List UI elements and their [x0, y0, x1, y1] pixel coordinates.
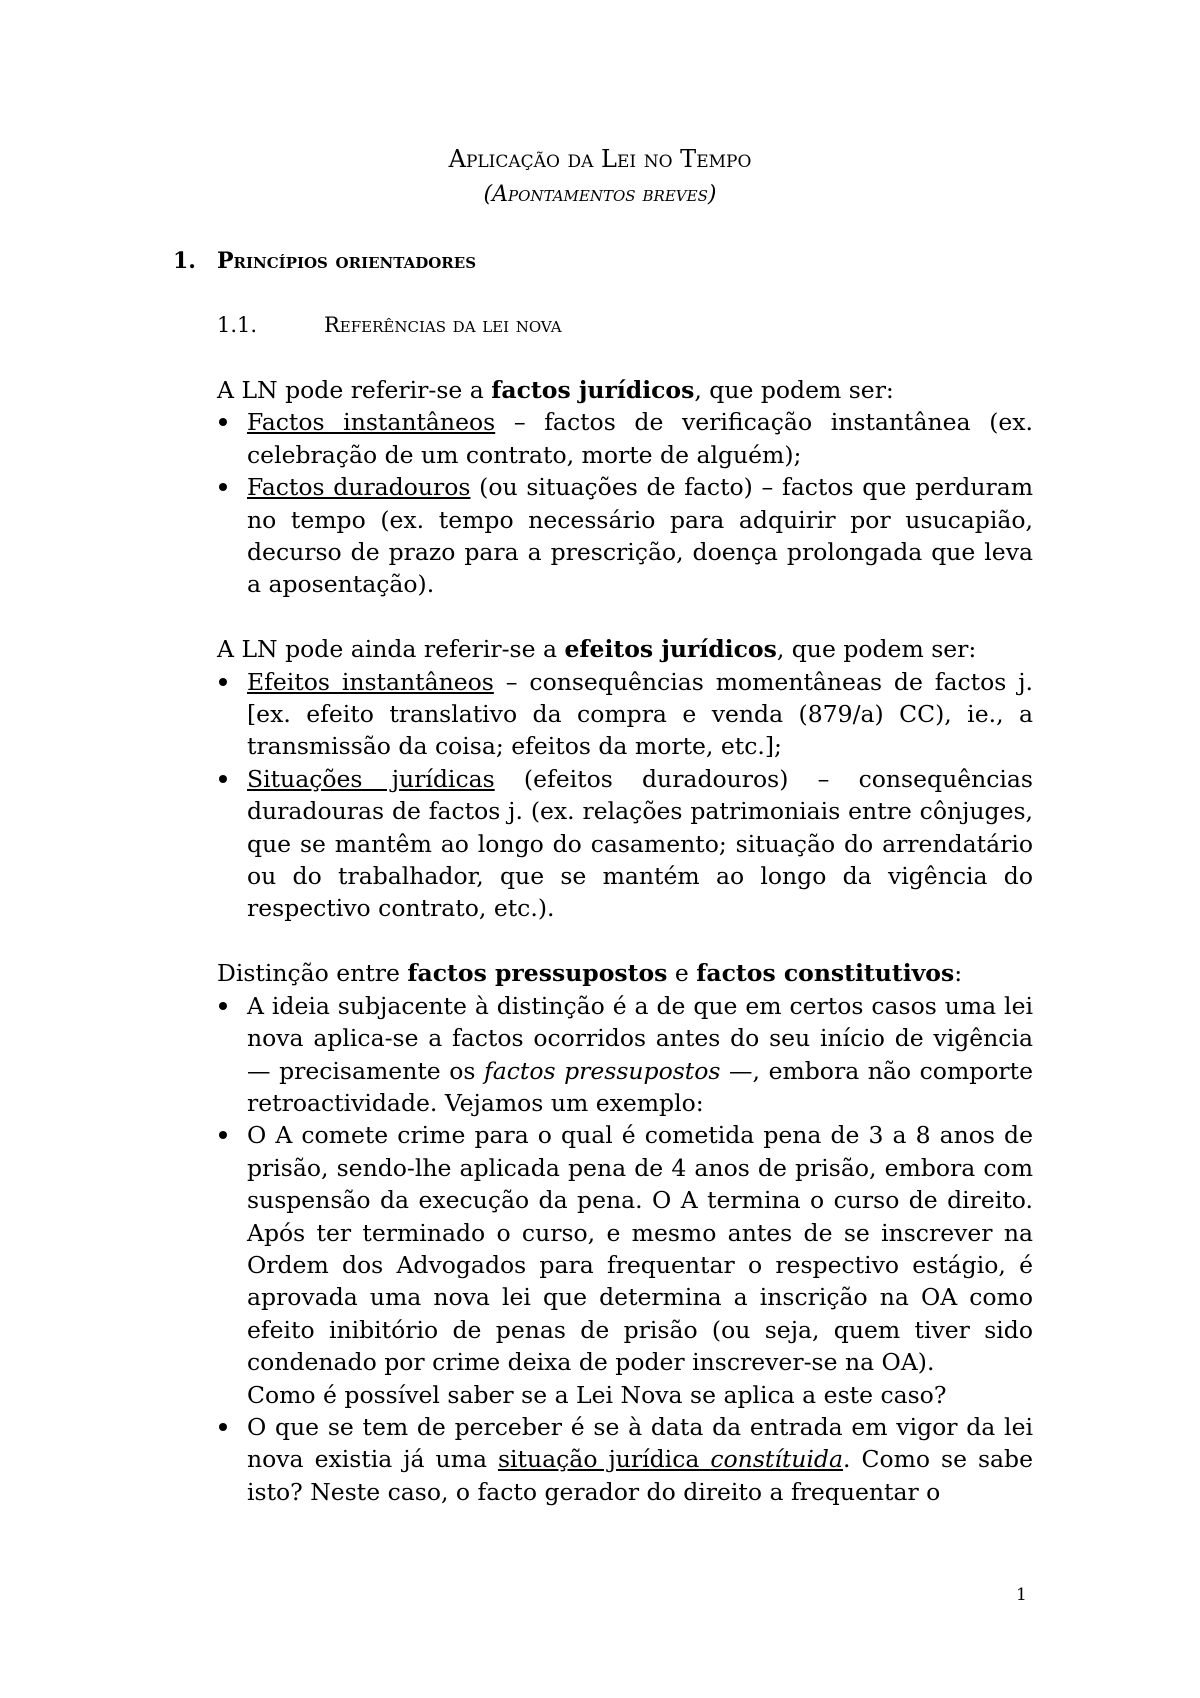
paragraph-factos-lead [217, 374, 1033, 406]
list-item [217, 990, 1033, 1120]
paragraph-distincao-lead [217, 957, 1033, 989]
document-title: Aplicação da Lei no Tempo [448, 145, 752, 173]
list-distincao [217, 990, 1033, 1509]
text-run: A LN pode ainda referir-se a [217, 635, 565, 664]
list-item [217, 471, 1033, 601]
document-body [217, 374, 1033, 1508]
list-item [217, 763, 1033, 925]
text-run: O A comete crime para o qual é cometida pena de 3 a 8 anos de prisão, sendo-lhe aplicada pena de 4 anos de prisão, embora com suspensão da execução da pena. O A termina o curso de direito. Após ter terminado o curso, e mesmo antes de se inscrever na Ordem dos Advogados para frequentar o respectivo estágio, é aprovada uma nova lei que determina a inscrição na OA como efeito inibitório de penas de prisão (ou seja, quem tiver sido condenado por crime deixa de poder inscrever-se na OA). [247, 1121, 1033, 1377]
bold-term: efeitos jurídicos [564, 635, 777, 664]
text-run: —, embora não comporte retroactividade. Vejamos um exemplo: [247, 1056, 1033, 1117]
subsection-number: 1.1. [217, 313, 258, 337]
list-efeitos [217, 666, 1033, 925]
text-run: (efeitos duradouros) – consequências duradouras de factos j. (ex. relações patrimoniais entre cônjuges, que se mantêm ao longo do casamento; situação do arrendatário ou do trabalhador, que se mantém ao longo da vigência do respectivo contrato, etc.). [247, 764, 1033, 923]
bold-term: factos jurídicos [491, 376, 695, 404]
text-run: (ou situações de facto) – factos que perduram no tempo (ex. tempo necessário para adquirir por usucapião, decurso de prazo para a prescrição, doença prolongada que leva a aposentação). [247, 473, 1033, 599]
list-item [217, 406, 1033, 471]
text-run: O que se tem de perceber é se à data da entrada em vigor da lei nova existia já uma [247, 1412, 1033, 1474]
italic-term: factos pressupostos [484, 1056, 721, 1085]
underlined-italic-term: constítuida [710, 1445, 843, 1474]
page-number: 1 [1016, 1585, 1027, 1605]
underlined-term: Factos instantâneos [247, 408, 496, 437]
subsection-heading [217, 310, 562, 340]
text-run: : [954, 959, 963, 988]
text-run: e [667, 959, 697, 988]
bold-term: factos pressupostos [407, 959, 668, 988]
text-run: – consequências momentâneas de factos j. [ex. efeito translativo da compra e venda (879/a) CC), ie., a transmissão da coisa; efeitos da morte, etc.]; [247, 667, 1033, 761]
text-run: , que podem ser: [694, 376, 894, 404]
section-heading [173, 246, 476, 276]
text-run: A ideia subjacente à distinção é a de que em certos casos uma lei nova aplica-se a factos ocorridos antes do seu início de vigência — precisamente os [247, 991, 1033, 1085]
list-item-continuation [217, 1379, 1033, 1411]
document-subtitle: (Apontamentos breves) [483, 182, 717, 207]
underlined-term: Situações jurídicas [247, 764, 495, 793]
underlined-term: Efeitos instantâneos [247, 667, 494, 696]
subsection-title: Referências da lei nova [324, 313, 562, 337]
text-run: . Como se sabe isto? Neste caso, o facto gerador do direito a frequentar o [247, 1445, 1034, 1506]
section-number: 1. [173, 248, 196, 274]
list-item [217, 1411, 1033, 1508]
text-run: Distinção entre [217, 959, 408, 988]
bold-term: factos constitutivos [696, 959, 955, 988]
list-item [217, 666, 1033, 763]
text-run: A LN pode referir-se a [217, 376, 492, 404]
text-run: Como é possível saber se a Lei Nova se aplica a este caso? [247, 1380, 947, 1409]
underlined-term: situação jurídica [497, 1445, 711, 1474]
text-run: , que podem ser: [776, 635, 977, 664]
section-title: Princípios orientadores [217, 248, 477, 274]
underlined-term: Factos duradouros [247, 473, 471, 502]
list-item [217, 1119, 1033, 1378]
list-factos [217, 406, 1033, 600]
paragraph-efeitos-lead [217, 633, 1033, 665]
text-run: – factos de verificação instantânea (ex. celebração de um contrato, morte de alguém); [247, 408, 1033, 469]
